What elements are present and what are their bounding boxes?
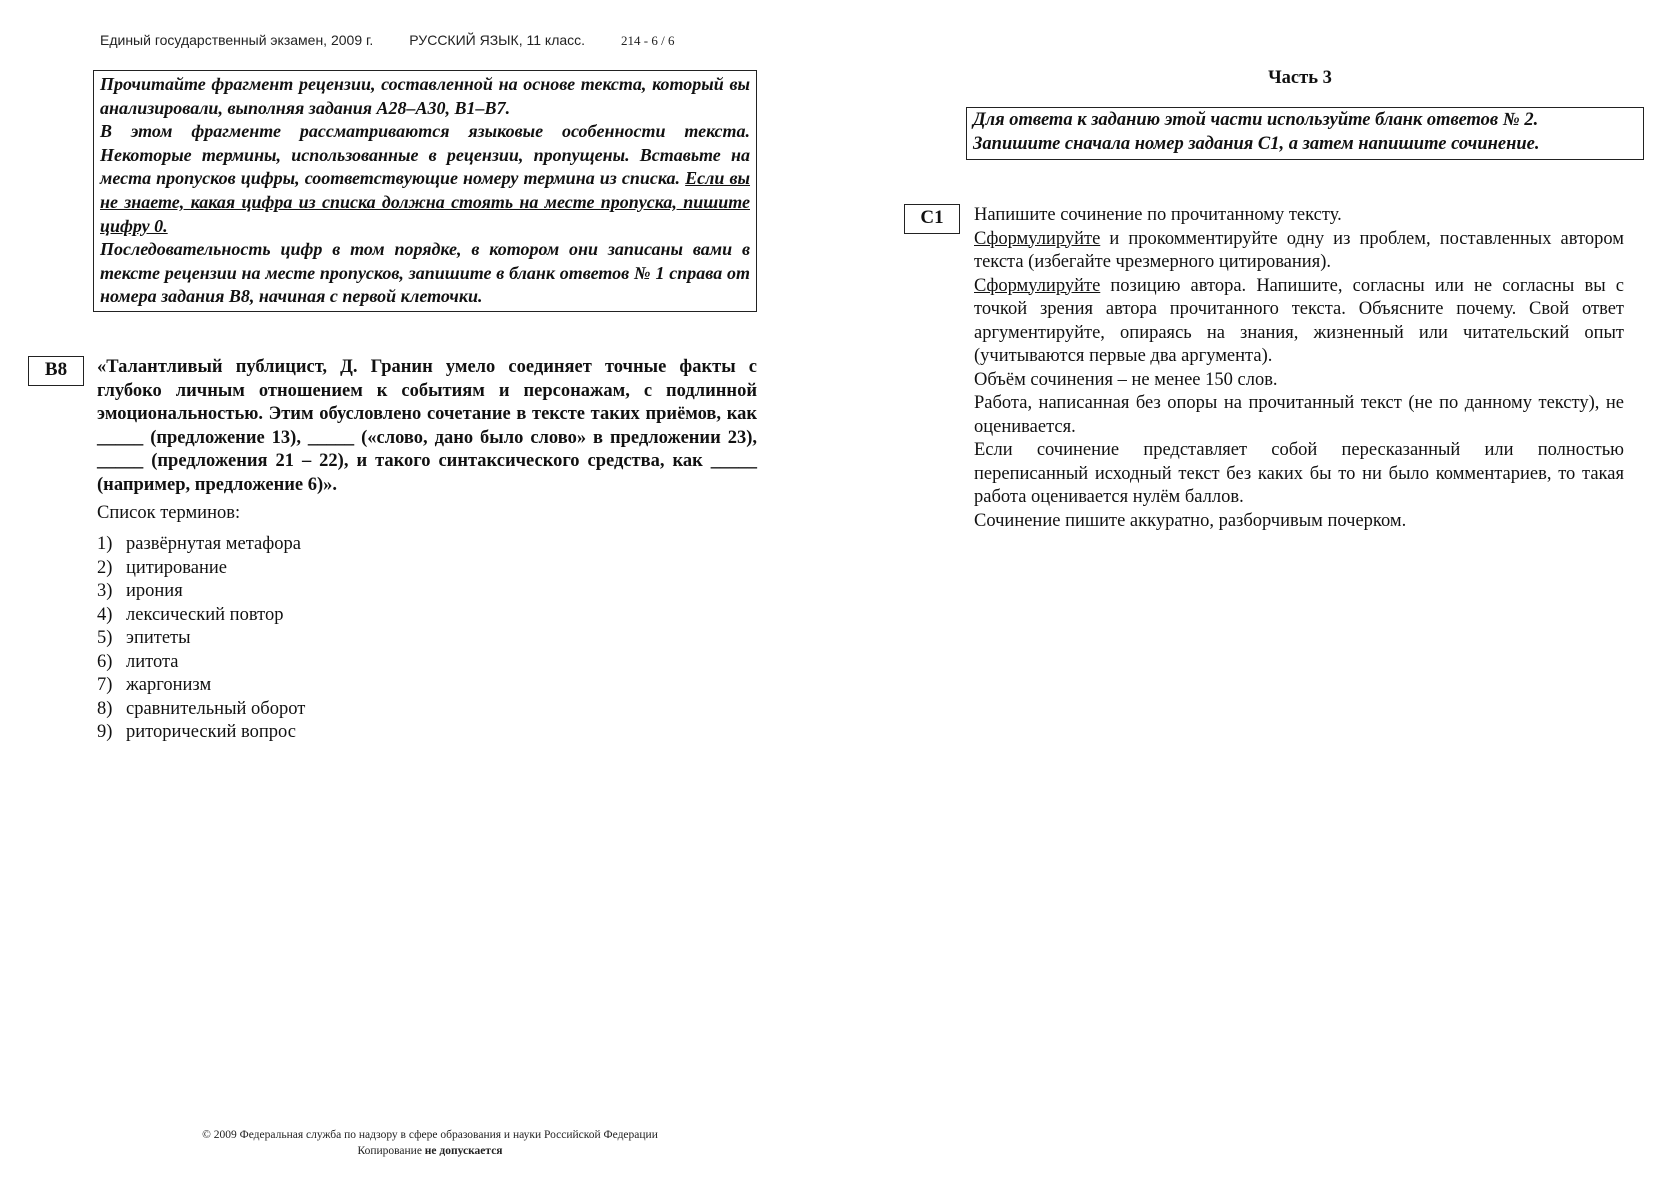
c1-paragraph-6: Если сочинение представляет собой пересказанный или полностью переписанный исходный текст без каких бы то ни было комментариев, то такая работа оценивается нулём баллов. xyxy=(974,440,1624,507)
term-item: 4) лексический повтор xyxy=(97,604,284,625)
term-item: 2) цитирование xyxy=(97,557,228,578)
subject-title: РУССКИЙ ЯЗЫК, 11 класс. xyxy=(409,32,586,48)
term-item: 5) эпитеты xyxy=(97,628,191,648)
instructions-paragraph-2-text: В этом фрагменте рассматриваются языковые особенности текста. Некоторые термины, использованные в рецензии, пропущены. Вставьте на места пропусков цифры, соответствующие номеру термина из списка. xyxy=(100,121,750,189)
c1-paragraph-4: Объём сочинения – не менее 150 слов. xyxy=(974,369,1278,390)
instructions-paragraph-2 xyxy=(100,120,750,238)
c1-paragraph-3: Сформулируйте позицию автора. Напишите, согласны или не согласны вы с точкой зрения автора прочитанного текста. Объясните почему. Свой ответ аргументируйте, опираясь на знания, жизненный или читательский опыт (учитываются первые два аргумента). xyxy=(974,275,1624,366)
instructions-paragraph-3: Последовательность цифр в том порядке, в котором они записаны вами в тексте рецензии на месте пропусков, запишите в бланк ответов № 1 справа от номера задания В8, начиная с первой клеточки. xyxy=(100,239,750,307)
instructions-underlined: Если вы не знаете, какая цифра из списка должна стоять на месте пропуска, пишите цифру 0. xyxy=(100,168,751,236)
part-3-title: Часть 3 xyxy=(1268,68,1332,88)
term-item: 7) жаргонизм xyxy=(97,675,212,695)
c1-paragraph-2: Сформулируйте и прокомментируйте одну из проблем, поставленных автором текста (избегайте чрезмерного цитирования). xyxy=(974,228,1624,272)
page-footer xyxy=(120,1127,740,1159)
term-item: 3) ирония xyxy=(97,581,183,601)
copyright-line: © 2009 Федеральная служба по надзору в сфере образования и науки Российской Федерации xyxy=(202,1129,658,1141)
c1-paragraph-5: Работа, написанная без опоры на прочитанный текст (не по данному тексту), не оценивается. xyxy=(974,393,1624,437)
term-item: 8) сравнительный оборот xyxy=(97,698,306,719)
terms-list xyxy=(97,533,305,745)
part-3-instructions-box xyxy=(966,107,1644,160)
task-label-b8: B8 xyxy=(28,356,84,386)
page-header xyxy=(100,32,711,49)
b8-instructions-box xyxy=(93,70,757,312)
exam-title: Единый государственный экзамен, 2009 г. xyxy=(100,32,374,48)
copying-line: Копирование не допускается xyxy=(357,1145,503,1157)
instructions-paragraph-1: Прочитайте фрагмент рецензии, составленной на основе текста, который вы анализировали, выполняя задания А28–А30, В1–В7. xyxy=(100,74,750,118)
term-item: 6) литота xyxy=(97,651,179,672)
term-item: 1) развёрнутая метафора xyxy=(97,534,301,554)
term-item: 9) риторический вопрос xyxy=(97,722,296,742)
task-label-c1: C1 xyxy=(904,204,960,234)
c1-paragraph-7: Сочинение пишите аккуратно, разборчивым почерком. xyxy=(974,510,1407,531)
c1-task-text xyxy=(974,204,1624,533)
part-3-instruction-line-2: Запишите сначала номер задания С1, а затем напишите сочинение. xyxy=(973,133,1540,154)
part-3-instruction-line-1: Для ответа к заданию этой части используйте бланк ответов № 2. xyxy=(973,110,1539,130)
c1-line-1: Напишите сочинение по прочитанному тексту. xyxy=(974,205,1342,225)
b8-review-text: «Талантливый публицист, Д. Гранин умело соединяет точные факты с глубоко личным отношением к событиям и персонажам, с подлинной эмоциональностью. Этим обусловлено сочетание в тексте таких приёмов, как _____ (предложение 13), _____ («слово, дано было слово» в предложении 23), _____ (предложения 21 – 22), и такого синтаксического средства, как _____ (например, предложение 6)». xyxy=(97,357,757,495)
terms-list-title: Список терминов: xyxy=(97,503,241,523)
page-code: 214 - 6 / 6 xyxy=(621,33,675,48)
